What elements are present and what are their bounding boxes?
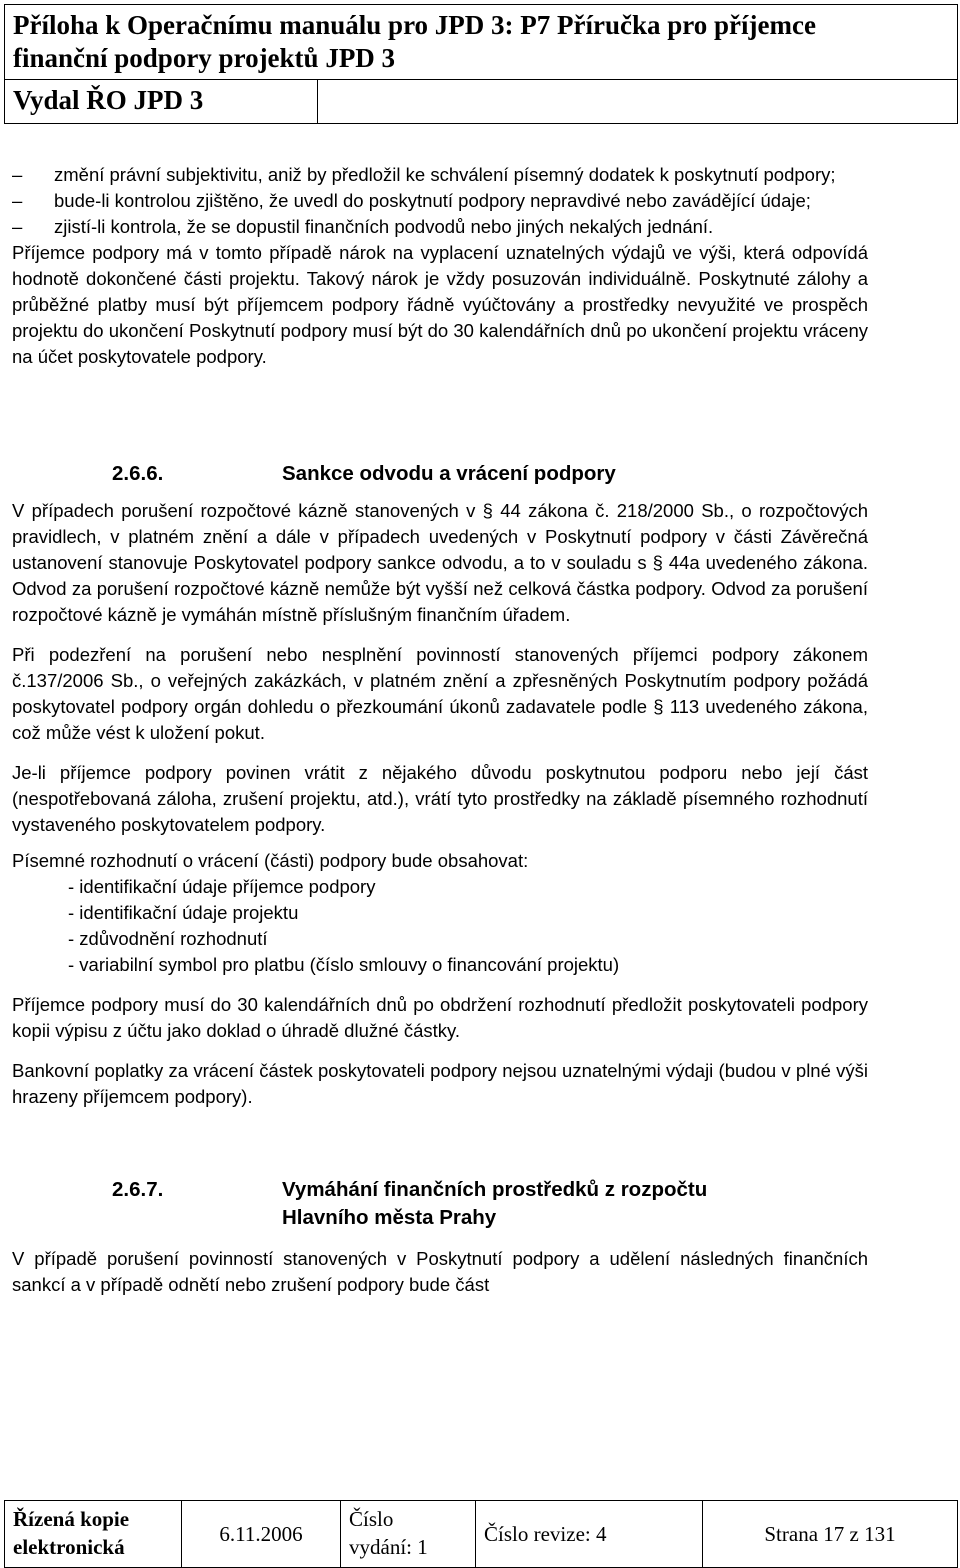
list-item: - identifikační údaje příjemce podpory xyxy=(68,876,376,897)
section-heading-2-6-6 xyxy=(12,460,868,488)
dash-icon: – xyxy=(12,190,23,211)
section-heading-2-6-7 xyxy=(12,1176,868,1232)
section-title: Sankce odvodu a vrácení podpory xyxy=(282,462,616,485)
section-title-line1: Vymáhání finančních prostředků z rozpočtu xyxy=(282,1178,708,1201)
footer-issue-line1: Číslo xyxy=(349,1507,394,1531)
list-item: - zdůvodnění rozhodnutí xyxy=(68,928,268,949)
document-body xyxy=(12,162,868,1298)
paragraph: V případech porušení rozpočtové kázně stanovených v § 44 zákona č. 218/2000 Sb., o rozpočtových pravidlech, v platném znění a dále v případech uvedených v Poskytnutí podpory v části Závěrečná ustanovení stanovuje Poskytovatel podpory sankce odvodu, a to v souladu s § 44a uvedeného zákona. Odvod za porušení rozpočtové kázně nemůže být vyšší než celková částka podpory. Odvod za porušení rozpočtové kázně je vymáhán místně příslušným finančním úřadem. xyxy=(12,500,868,625)
header-title-line1: Příloha k Operačnímu manuálu pro JPD 3: P7 Příručka pro příjemce xyxy=(13,10,816,40)
intro-paragraph: Příjemce podpory má v tomto případě nárok na vyplacení uznatelných výdajů ve výši, která odpovídá hodnotě dokončené části projektu. Takový nárok je vždy posuzován individuálně. Poskytnuté zálohy a průběžné platby musí být příjemcem podpory řádně vyúčtovány a prostředky nevyužité ve prospěch projektu do ukončení Poskytnutí podpory musí být do 30 kalendářních dnů po ukončení projektu vráceny na účet poskytovatele podpory. xyxy=(12,242,868,367)
header-empty-cell xyxy=(318,80,957,123)
footer-issue-line2: vydání: 1 xyxy=(349,1535,428,1559)
section-title xyxy=(282,1176,868,1232)
contents-list xyxy=(12,874,868,978)
paragraph: Při podezření na porušení nebo nesplnění povinností stanovených příjemci podpory zákonem č.137/2006 Sb., o veřejných zakázkách, v platném znění a zpřesněných Poskytnutím podpory požádá poskytovatel podpory orgán dohledu o přezkoumání úkonů zadavatele podle § 113 uvedeného zákona, což může vést k uložení pokut. xyxy=(12,644,868,743)
bullet-item xyxy=(12,214,868,240)
footer-copy-type xyxy=(5,1501,182,1567)
footer-issue xyxy=(341,1501,476,1567)
paragraph: Písemné rozhodnutí o vrácení (části) podpory bude obsahovat: xyxy=(12,850,529,871)
section-number: 2.6.6. xyxy=(112,462,164,485)
paragraph: Příjemce podpory musí do 30 kalendářních dnů po obdržení rozhodnutí předložit poskytovateli podpory kopii výpisu z účtu jako doklad o úhradě dlužné částky. xyxy=(12,994,868,1041)
header-issuer-row xyxy=(5,79,957,123)
footer-copy-line2: elektronická xyxy=(13,1535,125,1559)
bullet-text: zjistí-li kontrola, že se dopustil finančních podvodů nebo jiných nekalých jednání. xyxy=(54,216,714,237)
footer-date: 6.11.2006 xyxy=(182,1501,341,1567)
list-item: - identifikační údaje projektu xyxy=(68,902,299,923)
paragraph: Bankovní poplatky za vrácení částek poskytovateli podpory nejsou uznatelnými výdaji (budou v plné výši hrazeny příjemcem podpory). xyxy=(12,1060,868,1107)
paragraph: V případě porušení povinností stanovených v Poskytnutí podpory a udělení následných finančních sankcí a v případě odnětí nebo zrušení podpory bude část xyxy=(12,1248,868,1295)
bullet-item xyxy=(12,188,868,214)
dash-icon: – xyxy=(12,164,23,185)
footer-revision: Číslo revize: 4 xyxy=(476,1501,703,1567)
bullet-text: změní právní subjektivitu, aniž by předložil ke schválení písemný dodatek k poskytnutí podpory; xyxy=(54,164,836,185)
document-footer xyxy=(4,1500,958,1568)
section-title-line2: Hlavního města Prahy xyxy=(282,1206,497,1229)
document-header xyxy=(4,4,958,124)
header-title-line2: finanční podpory projektů JPD 3 xyxy=(13,43,396,73)
header-issuer: Vydal ŘO JPD 3 xyxy=(5,80,318,123)
bullet-text: bude-li kontrolou zjištěno, že uvedl do poskytnutí podpory nepravdivé nebo zavádějící údaje; xyxy=(54,190,811,211)
paragraph: Je-li příjemce podpory povinen vrátit z nějakého důvodu poskytnutou podporu nebo její část (nespotřebovaná záloha, zrušení projektu, atd.), vrátí tyto prostředky na základě písemného rozhodnutí vystaveného poskytovatelem podpory. xyxy=(12,762,868,835)
footer-copy-line1: Řízená kopie xyxy=(13,1507,130,1531)
footer-page-number: Strana 17 z 131 xyxy=(764,1521,896,1546)
list-item: - variabilní symbol pro platbu (číslo smlouvy o financování projektu) xyxy=(68,954,620,975)
bullet-item xyxy=(12,162,868,188)
section-number: 2.6.7. xyxy=(112,1178,164,1201)
dash-icon: – xyxy=(12,216,23,237)
